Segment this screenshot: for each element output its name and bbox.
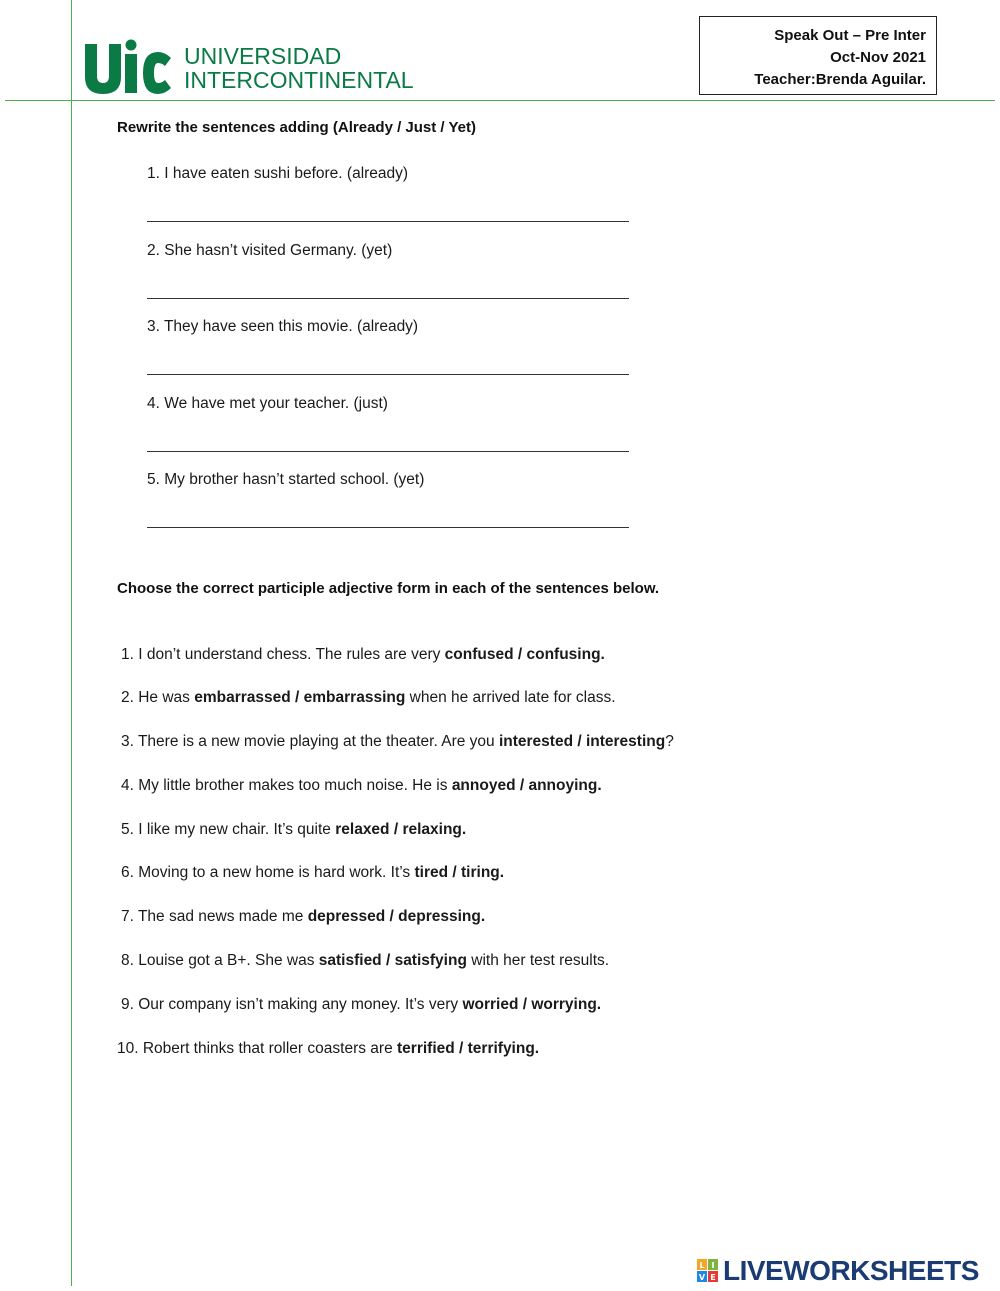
adjective-choice[interactable]: depressed / depressing. [307,908,486,925]
icon-letter-i: I [711,1261,715,1270]
participle-sentence-7 [121,908,485,926]
adjective-choice[interactable]: satisfied / satisfying [318,952,467,969]
uic-logo-mark [83,36,173,96]
sentence-text: 3. There is a new movie playing at the theater. Are you [121,733,499,750]
participle-sentence-3 [121,733,674,751]
answer-line-3[interactable] [147,374,629,375]
sentence-text: 8. Louise got a B+. She was [121,952,319,969]
icon-letter-v: V [698,1273,706,1282]
sentence-text: 4. My little brother makes too much noise. He is [121,777,452,794]
teacher-name: Teacher:Brenda Aguilar. [754,71,926,88]
participle-sentence-8 [121,952,609,970]
sentence-text: 9. Our company isn’t making any money. It’s very [121,996,463,1013]
sentence-text: 2. He was [121,689,195,706]
answer-line-2[interactable] [147,298,629,299]
margin-line-vertical [71,0,72,1286]
sentence-text-end: when he arrived late for class. [405,689,616,706]
adjective-choice[interactable]: tired / tiring. [414,864,505,881]
participle-sentence-5 [121,821,466,839]
adjective-choice[interactable]: relaxed / relaxing. [335,821,467,838]
participle-sentence-9 [121,996,601,1014]
sentence-text: 10. Robert thinks that roller coasters are [117,1040,397,1057]
university-name-line2: INTERCONTINENTAL [184,67,414,93]
adjective-choice[interactable]: embarrassed / embarrassing [194,689,406,706]
sentence-text-end: ? [665,733,674,750]
sentence-text: 1. I don’t understand chess. The rules are very [121,646,445,663]
answer-line-5[interactable] [147,527,629,528]
university-name [184,44,414,92]
rewrite-sentence-5: 5. My brother hasn’t started school. (yet) [147,471,425,488]
liveworksheets-icon [697,1259,719,1283]
header-rule [5,100,995,101]
course-info-box [699,16,937,95]
participle-sentence-6 [121,864,504,882]
sentence-text: 6. Moving to a new home is hard work. It’s [121,864,415,881]
sentence-text-end: with her test results. [466,952,610,969]
liveworksheets-brand: LIVEWORKSHEETS [723,1255,979,1286]
icon-letter-e: E [710,1273,716,1282]
sentence-text: 5. I like my new chair. It’s quite [121,821,336,838]
participle-sentence-1 [121,646,605,664]
course-dates: Oct-Nov 2021 [830,49,926,66]
icon-letter-l: L [699,1261,705,1270]
sentence-text: 7. The sad news made me [121,908,308,925]
rewrite-sentence-2: 2. She hasn’t visited Germany. (yet) [147,242,393,259]
rewrite-sentence-4: 4. We have met your teacher. (just) [147,395,388,412]
adjective-choice[interactable]: annoyed / annoying. [451,777,602,794]
adjective-choice[interactable]: interested / interesting [498,733,666,750]
university-name-line1: UNIVERSIDAD [184,43,342,69]
course-name: Speak Out – Pre Inter [774,27,926,44]
answer-line-4[interactable] [147,451,629,452]
adjective-choice[interactable]: worried / worrying. [462,996,602,1013]
answer-line-1[interactable] [147,221,629,222]
section2-title: Choose the correct participle adjective form in each of the sentences below. [117,580,660,597]
participle-sentence-4 [121,777,602,795]
rewrite-sentence-3: 3. They have seen this movie. (already) [147,318,419,335]
adjective-choice[interactable]: confused / confusing. [444,646,605,663]
adjective-choice[interactable]: terrified / terrifying. [397,1040,540,1057]
section1-title: Rewrite the sentences adding (Already / Just / Yet) [117,119,476,136]
participle-sentence-10 [117,1040,539,1058]
rewrite-sentence-1: 1. I have eaten sushi before. (already) [147,165,409,182]
participle-sentence-2 [121,689,616,707]
